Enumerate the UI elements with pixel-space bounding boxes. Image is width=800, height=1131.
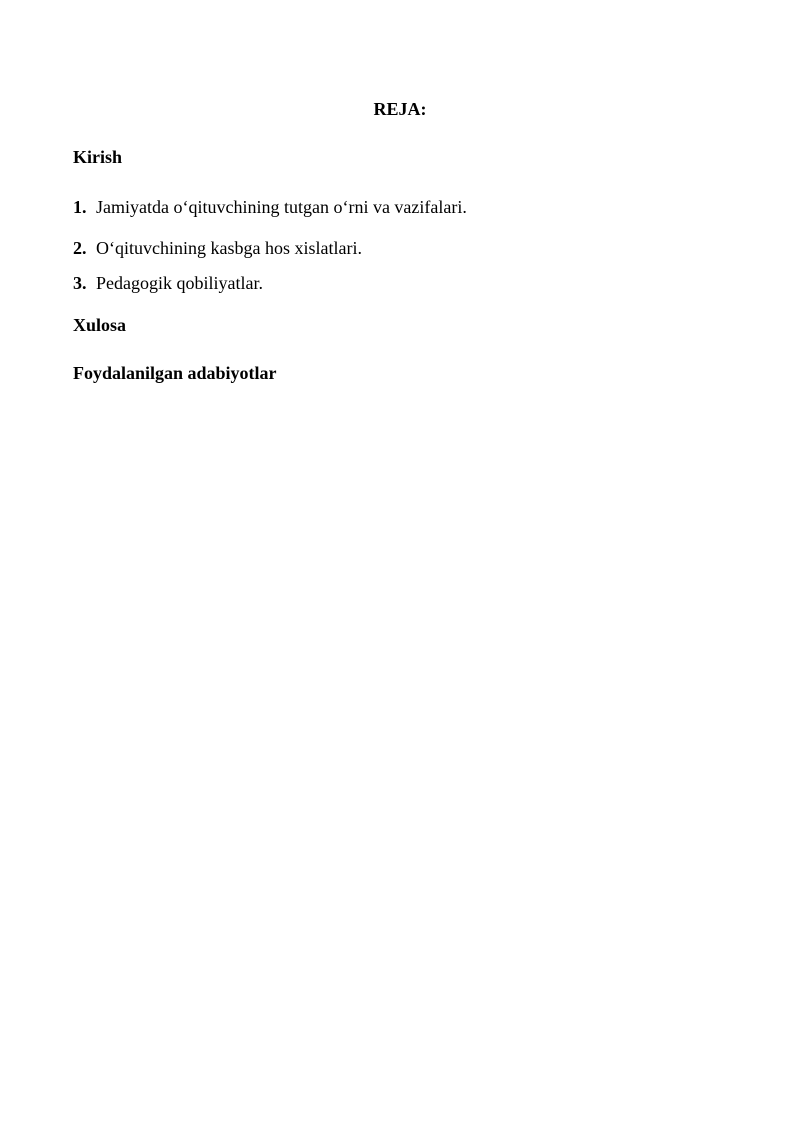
plan-item-number: 3. xyxy=(73,273,87,293)
references-heading: Foydalanilgan adabiyotlar xyxy=(73,363,277,383)
plan-title: REJA: xyxy=(373,99,427,119)
intro-heading: Kirish xyxy=(73,147,123,167)
conclusion-heading: Xulosa xyxy=(73,315,127,335)
plan-item xyxy=(73,196,467,218)
plan-item xyxy=(73,237,362,259)
plan-item-text: Pedagogik qobiliyatlar. xyxy=(96,273,263,293)
plan-item xyxy=(73,272,263,294)
plan-item-number: 1. xyxy=(73,197,87,217)
plan-item-number: 2. xyxy=(73,238,87,258)
plan-item-text: O‘qituvchining kasbga hos xislatlari. xyxy=(96,238,362,258)
plan-item-text: Jamiyatda o‘qituvchining tutgan o‘rni va vazifalari. xyxy=(96,197,467,217)
